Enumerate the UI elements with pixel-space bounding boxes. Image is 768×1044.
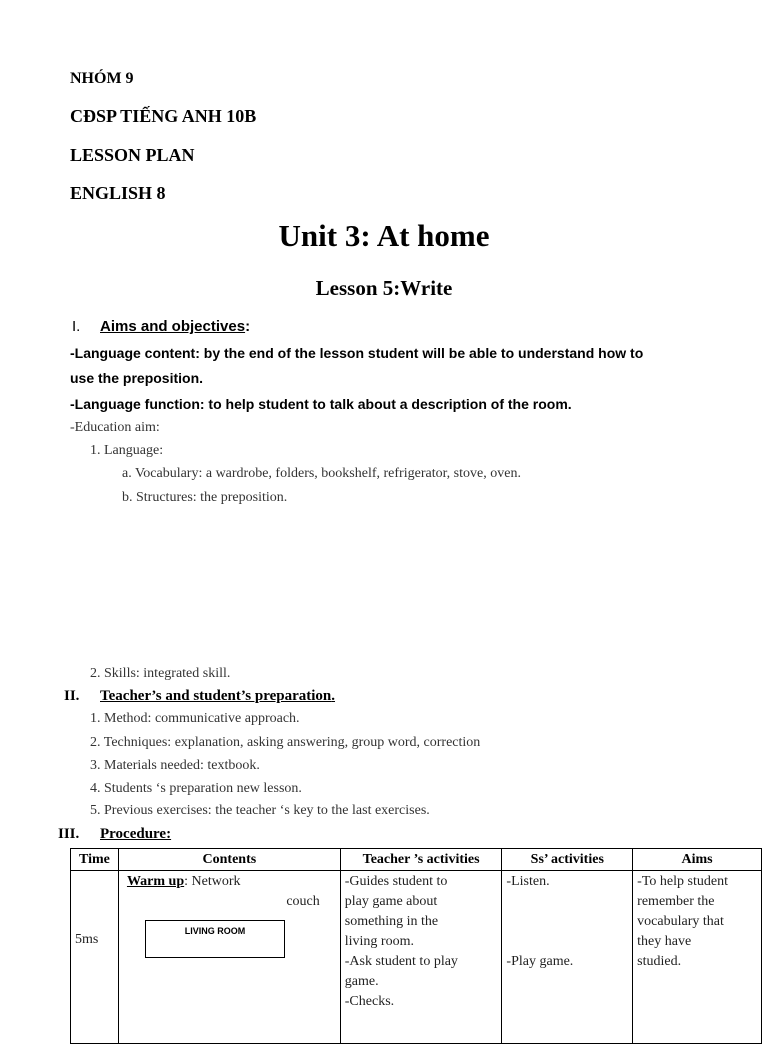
section-number: I. <box>72 318 81 335</box>
cell-time <box>71 871 119 1044</box>
teacher-line: something in the <box>344 914 439 929</box>
aims-line: they have <box>637 934 692 949</box>
language-item: 1. Language: <box>90 443 164 458</box>
teacher-line: -Checks. <box>344 994 395 1009</box>
aims-line: vocabulary that <box>637 914 724 929</box>
col-header-aims: Aims <box>633 849 762 871</box>
prep-item-techniques: 2. Techniques: explanation, asking answering, group word, correction <box>90 735 481 750</box>
teacher-line: -Guides student to <box>344 874 448 889</box>
teacher-line: living room. <box>344 934 414 949</box>
time-value: 5ms <box>75 932 99 947</box>
aims-line: remember the <box>637 894 715 909</box>
warm-up-rest: : Network <box>184 874 241 889</box>
ss-line: -Listen. <box>506 874 550 889</box>
aims-line: -To help student <box>637 874 728 889</box>
living-room-box: LIVING ROOM <box>145 920 285 958</box>
structures-item: b. Structures: the preposition. <box>122 490 288 505</box>
prep-item-previous: 5. Previous exercises: the teacher ‘s key to the last exercises. <box>90 803 430 818</box>
col-header-time: Time <box>71 849 119 871</box>
unit-title: Unit 3: At home <box>278 218 490 253</box>
section-label: Teacher’s and student’s preparation <box>100 688 332 704</box>
cell-ss <box>502 871 633 1044</box>
cell-aims <box>633 871 762 1044</box>
prep-item-method: 1. Method: communicative approach. <box>90 711 300 726</box>
language-content-line2: use the preposition. <box>70 370 204 386</box>
ss-line: -Play game. <box>506 954 574 969</box>
teacher-line: -Ask student to play <box>344 954 458 969</box>
warm-up-label: Warm up <box>126 874 185 889</box>
procedure-table <box>70 848 762 1044</box>
lesson-title: Lesson 5:Write <box>315 276 453 300</box>
section-number: II. <box>64 688 80 704</box>
col-header-ss: Ss’ activities <box>502 849 633 871</box>
table-row <box>71 871 762 1044</box>
teacher-line: game. <box>344 974 379 989</box>
aims-line: studied. <box>637 954 682 969</box>
section-label: Procedure: <box>100 826 172 842</box>
cell-contents <box>118 871 340 1044</box>
language-content-line1: -Language content: by the end of the lesson student will be able to understand how to <box>70 345 644 361</box>
couch-word: couch <box>286 894 320 909</box>
section-label: Aims and objectives <box>100 318 246 335</box>
table-header-row <box>71 849 762 871</box>
section-procedure-heading <box>58 826 171 843</box>
cell-teacher <box>340 871 502 1044</box>
teacher-line: play game about <box>344 894 438 909</box>
skills-item: 2. Skills: integrated skill. <box>90 666 231 681</box>
doc-type-label: LESSON PLAN <box>70 145 195 165</box>
prep-item-students: 4. Students ‘s preparation new lesson. <box>90 781 302 796</box>
section-aims-heading <box>72 318 250 335</box>
subject-label: ENGLISH 8 <box>70 183 166 203</box>
vocabulary-item: a. Vocabulary: a wardrobe, folders, bookshelf, refrigerator, stove, oven. <box>122 466 521 481</box>
section-preparation-heading <box>64 688 335 705</box>
group-label: NHÓM 9 <box>70 70 134 87</box>
prep-item-materials: 3. Materials needed: textbook. <box>90 758 260 773</box>
section-number: III. <box>58 826 80 842</box>
section-colon: : <box>245 318 251 335</box>
warm-up-line <box>123 872 336 892</box>
col-header-teacher: Teacher ’s activities <box>340 849 502 871</box>
education-aim: -Education aim: <box>70 420 160 435</box>
class-label: CĐSP TIẾNG ANH 10B <box>70 106 257 126</box>
section-trail: . <box>331 688 336 704</box>
language-function: -Language function: to help student to talk about a description of the room. <box>70 396 572 412</box>
col-header-contents: Contents <box>118 849 340 871</box>
